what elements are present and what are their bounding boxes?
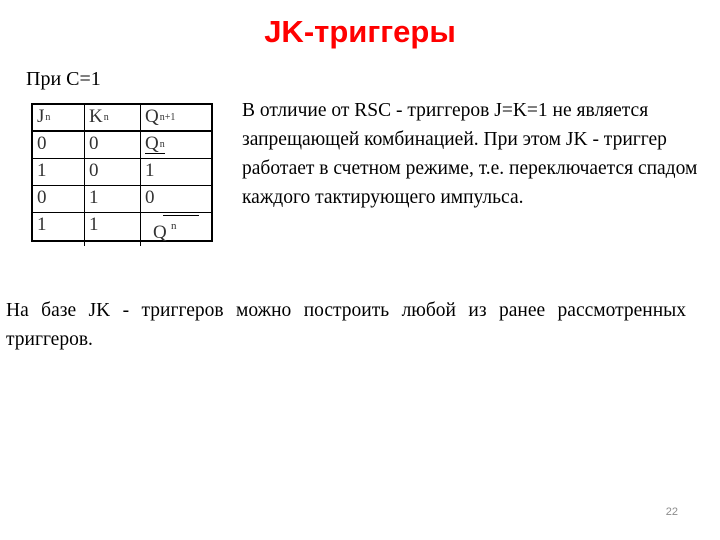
inverted-q-sup: n xyxy=(171,220,177,232)
overbar-line xyxy=(163,215,199,216)
cell-j: 0 xyxy=(33,186,85,212)
cell-q-hold xyxy=(145,135,165,154)
cell-q xyxy=(141,132,211,158)
cell-j: 1 xyxy=(33,159,85,185)
cell-q-sup: n xyxy=(159,139,165,150)
header-cell-j xyxy=(33,105,85,130)
cell-j: 0 xyxy=(33,132,85,158)
cell-q-base: Q xyxy=(145,133,159,154)
condition-label: При С=1 xyxy=(26,68,101,90)
truth-table-row xyxy=(33,159,211,186)
cell-k: 1 xyxy=(85,186,141,212)
header-q-sup: n+1 xyxy=(159,112,176,123)
header-cell-q xyxy=(141,105,211,130)
header-k-sup: n xyxy=(103,112,109,123)
header-cell-k xyxy=(85,105,141,130)
header-j-sup: n xyxy=(45,112,51,123)
side-paragraph: В отличие от RSC - триггеров J=K=1 не является запрещающей комбинацией. При этом JK - триггер работает в счетном режиме, т.е. переключается спадом каждого тактирующего импульса. xyxy=(242,100,698,208)
cell-q-toggle xyxy=(141,213,211,246)
truth-table-row xyxy=(33,213,211,246)
page-number: 22 xyxy=(665,506,678,518)
header-q-base: Q xyxy=(145,106,159,127)
cell-k: 0 xyxy=(85,132,141,158)
truth-table-row xyxy=(33,186,211,213)
inverted-q-base: Q xyxy=(153,222,167,243)
cell-q: 1 xyxy=(145,160,155,181)
truth-table-header-row xyxy=(33,105,211,132)
cell-q: 0 xyxy=(145,187,155,208)
cell-k: 1 xyxy=(85,213,141,246)
truth-table xyxy=(31,103,213,242)
slide-title: JK-триггеры xyxy=(264,14,456,49)
cell-k: 0 xyxy=(85,159,141,185)
header-j-base: J xyxy=(37,106,45,127)
header-k-base: K xyxy=(89,106,103,127)
inverted-q xyxy=(153,213,203,244)
cell-j: 1 xyxy=(33,213,85,246)
bottom-paragraph: На базе JK - триггеров можно построить любой из ранее рассмотренных триггеров. xyxy=(6,300,686,350)
truth-table-row xyxy=(33,132,211,159)
